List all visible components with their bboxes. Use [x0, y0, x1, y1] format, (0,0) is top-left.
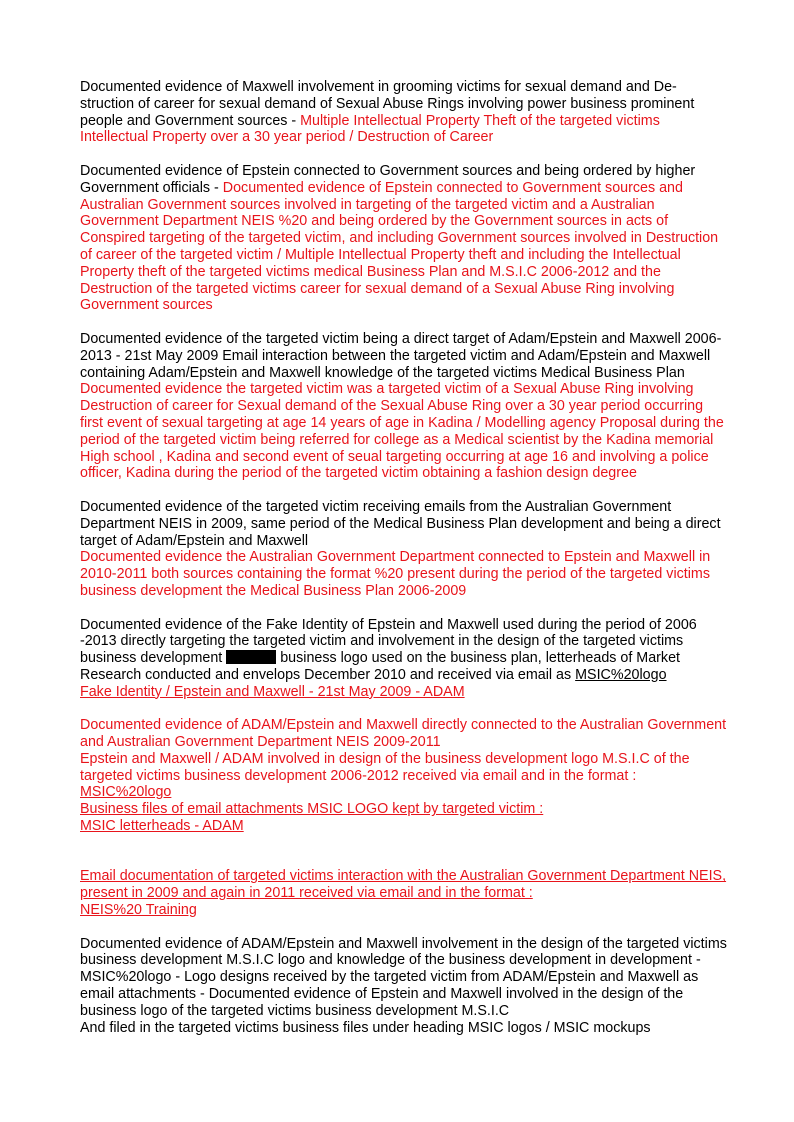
paragraph-business-files: And filed in the targeted victims business files under heading MSIC logos / MSIC mockups [80, 1019, 651, 1036]
email-documentation-link[interactable]: Email documentation of targeted victims interaction with the Australian Government Department NEIS, present in 2009 and again in 2011 received via email and in the format : [80, 868, 727, 902]
msic-letterheads-link[interactable]: MSIC letterheads - ADAM [80, 818, 244, 835]
paragraph-neis-emails-red: Documented evidence the Australian Government Department connected to Epstein and Maxwell in 2010-2011 both sources containing the format %20 present during the period of the targeted victims business development the Medical Business Plan 2006-2009 [80, 549, 711, 599]
paragraph-adam-government: Documented evidence of ADAM/Epstein and Maxwell directly connected to the Australian Government and Australian Government Department NEIS 2009-2011 [80, 717, 727, 751]
text-black: Documented evidence of the Fake Identity of Epstein and Maxwell used during the period of 2006 -2013 directly targeting the targeted victim and involvement in the design of the targeted victims business development [80, 616, 697, 667]
paragraph-maxwell-grooming [80, 79, 730, 146]
paragraph-direct-target-black: Documented evidence of the targeted victim being a direct target of Adam/Epstein and Maxwell 2006-2013 - 21st May 2009 Email interaction between the targeted victim and Adam/Epstein and Maxwell containing Adam/Epstein and Maxwell knowledge of the targeted victims Medical Business Plan [80, 330, 722, 381]
text-red: Multiple Intellectual Property Theft of the targeted victims Intellectual Property over a 30 year period / Destruction of Career [80, 112, 660, 146]
paragraph-direct-target-red: Documented evidence the targeted victim was a targeted victim of a Sexual Abuse Ring involving Destruction of career for Sexual demand of the Sexual Abuse Ring over a 30 year period occurring first event of sexual targeting at age 14 years of age in Kadina / Modelling agency Proposal during the period of the targeted victim being referred for college as a Medical scientist by the Kadina memorial High school , Kadina and second event of seual targeting occurring at age 16 and involving a police officer, Kadina during the period of the targeted victim obtaining a fashion design degree [80, 381, 724, 482]
paragraph-neis-emails-black: Documented evidence of the targeted victim receiving emails from the Australian Government Department NEIS in 2009, same period of the Medical Business Plan development and being a direct target of Adam/Epstein and Maxwell [80, 498, 721, 549]
text-black: Documented evidence of Maxwell involvement in grooming victims for sexual demand and De-struction of career for sexual demand of Sexual Abuse Rings involving power business prominent people and Government sources - [80, 79, 695, 129]
msic-logo-link-red[interactable]: MSIC%20logo [80, 784, 172, 801]
text-black: business logo used on the business plan, letterheads of Market Research conducted and envelops December 2010 and received via email as [80, 650, 680, 683]
document-page [80, 79, 730, 1036]
paragraph-logo-design: Epstein and Maxwell / ADAM involved in design of the business development logo M.S.I.C of the targeted victims business development 2006-2012 received via email and in the format : [80, 750, 690, 784]
paragraph-logo-involvement: Documented evidence of ADAM/Epstein and Maxwell involvement in the design of the targeted victims business development M.S.I.C logo and knowledge of the business development in development - MSIC%20logo - Logo designs received by the targeted victim from ADAM/Epstein and Maxwell as email attachments - Documented evidence of Epstein and Maxwell involved in the design of the business logo of the targeted victims business development M.S.I.C [80, 935, 727, 1019]
text-red: Documented evidence of Epstein connected to Government sources and Australian Government sources involved in targeting of the targeted victim and a Australian Government Department NEIS %20 and being ordered by the Government sources in acts of Conspired targeting of the targeted victim, and including Government sources involved in Destruction of career of the targeted victim / Multiple Intellectual Property theft and including the Intellectual Property theft of the targeted victims medical Business Plan and M.S.I.C 2006-2012 and the Destruction of the targeted victims career for sexual demand of a Sexual Abuse Ring involving Government sources [80, 179, 719, 314]
fake-identity-link[interactable]: Fake Identity / Epstein and Maxwell - 21st May 2009 - ADAM [80, 683, 465, 700]
neis-training-link[interactable]: NEIS%20 Training [80, 902, 197, 919]
text-black: Documented evidence of Epstein connected to Government sources and being ordered by higher Government officials - [80, 162, 696, 196]
paragraph-fake-identity [80, 617, 730, 684]
msic-logo-link[interactable]: MSIC%20logo [575, 666, 667, 683]
business-files-link[interactable]: Business files of email attachments MSIC LOGO kept by targeted victim : [80, 801, 544, 818]
paragraph-epstein-government [80, 163, 730, 314]
redaction-block [226, 650, 276, 664]
